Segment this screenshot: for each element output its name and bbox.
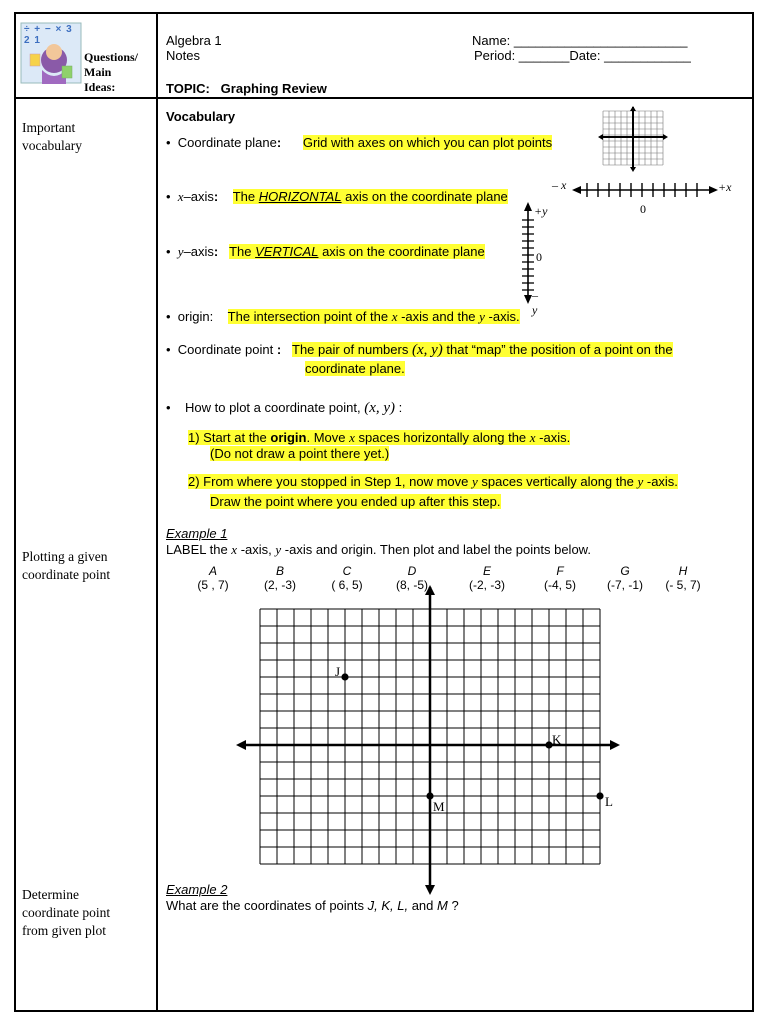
pos-x-label: +x — [718, 180, 732, 194]
q-1: What are the coordinates of points — [166, 898, 368, 913]
step1-bold: origin — [270, 430, 307, 445]
cpt-term: Coordinate point — [177, 342, 274, 357]
point-coords: (- 5, 7) — [665, 578, 701, 592]
x-axis-arrow-left — [236, 740, 246, 750]
cpt-def-2: that “map” the position of a point on the — [442, 342, 673, 357]
vocab-heading: Vocabulary — [166, 109, 236, 124]
step2-y2: y — [637, 474, 644, 489]
header-divider — [14, 97, 754, 99]
sidebar-plotting-2: coordinate point — [22, 567, 111, 582]
sidebar-plotting — [22, 548, 110, 584]
step1-d: -axis. — [535, 430, 571, 445]
point-coords: ( 6, 5) — [331, 578, 363, 592]
x-def-end: axis on the coordinate plane — [341, 189, 508, 204]
pos-y-label: +y — [534, 204, 548, 218]
point-coords: (5 , 7) — [197, 578, 229, 592]
step1-x: x — [349, 430, 355, 445]
step2-line1 — [188, 474, 678, 489]
point-label-l: L — [605, 794, 613, 809]
x-definition — [233, 189, 508, 204]
sidebar-determine-2: coordinate point — [22, 905, 111, 920]
mini-grid-icon — [598, 106, 668, 177]
frame-left — [14, 12, 16, 1012]
vocab-coordinate-point — [166, 339, 673, 361]
y-term-rest: –axis — [183, 244, 214, 259]
vocab-coordinate-plane — [166, 135, 552, 151]
step1-b: . Move — [306, 430, 350, 445]
step1-c: spaces horizontally along the — [354, 430, 530, 445]
x-number-line — [548, 176, 748, 225]
plotted-point-j — [341, 673, 348, 680]
y-def-end: axis on the coordinate plane — [318, 244, 485, 259]
x-axis-arrow-right — [610, 740, 620, 750]
zero-y-label: 0 — [536, 250, 542, 264]
point-label-j: J — [335, 664, 341, 679]
sidebar-important-1: Important — [22, 120, 76, 135]
origin-def-2: -axis and the — [397, 309, 480, 324]
col-label-questions: Questions/ — [84, 50, 139, 64]
cpt-colon: : — [276, 342, 282, 357]
howto-step1 — [188, 430, 570, 462]
bullet-icon: • — [166, 189, 178, 204]
point-coords: (2, -3) — [263, 578, 296, 592]
origin-def-1: The intersection point of the — [227, 309, 392, 324]
howto-intro-colon: : — [398, 400, 403, 415]
instr-3: -axis and origin. Then plot and label the points below. — [281, 542, 591, 557]
column-divider — [156, 12, 158, 1012]
example1-instructions — [166, 542, 591, 558]
y-definition — [229, 244, 485, 259]
instr-y: y — [275, 542, 282, 557]
point-coords: (-7, -1) — [607, 578, 643, 592]
point-label-m: M — [433, 799, 445, 814]
howto-intro — [166, 397, 402, 419]
frame-top — [14, 12, 754, 14]
cpt-def-pair: (x, y) — [411, 342, 443, 358]
bullet-icon: • — [166, 309, 178, 324]
topic-title: Graphing Review — [220, 81, 327, 96]
instr-x: x — [231, 542, 238, 557]
point-letter: A — [208, 564, 217, 578]
point-coords: (-2, -3) — [469, 578, 505, 592]
coordinate-grid-svg[interactable] — [236, 585, 620, 895]
coordinate-grid[interactable] — [236, 585, 620, 895]
vocab-origin — [166, 309, 520, 325]
step2-c: -axis. — [643, 474, 678, 489]
point-letter: F — [556, 564, 564, 578]
origin-def-x: x — [391, 309, 398, 324]
point-letter: C — [342, 564, 352, 578]
y-def-start: The — [229, 244, 256, 259]
cp-definition: Grid with axes on which you can plot points — [302, 135, 553, 150]
q-points: J, K, L, — [367, 898, 409, 913]
notes-subtitle: Notes — [166, 48, 200, 63]
point-coords: (-4, 5) — [543, 578, 576, 592]
zero-x-label: 0 — [640, 202, 646, 216]
bullet-icon: • — [166, 244, 178, 259]
step1-a: 1) Start at the — [188, 430, 271, 445]
x-def-emphasis: HORIZONTAL — [258, 189, 342, 204]
frame-bottom — [14, 1010, 754, 1012]
x-term-var: x — [177, 189, 184, 204]
sidebar-important-2: vocabulary — [22, 138, 82, 153]
neg-x-label: – x — [552, 178, 567, 192]
y-def-emphasis: VERTICAL — [255, 244, 319, 259]
logo-symbols: ÷ + − × 3 2 1 — [24, 24, 73, 46]
example1-title: Example 1 — [166, 526, 228, 541]
point-label-k: K — [552, 732, 562, 747]
vocab-y-axis: • y–axis: The VERTICAL axis on the coordinate plane — [166, 244, 485, 259]
name-line: Name: ________________________ — [472, 33, 688, 48]
instr-2: -axis, — [237, 542, 276, 557]
point-letter: H — [678, 564, 688, 578]
origin-def-y: y — [479, 309, 485, 324]
cpt-definition-line1 — [292, 342, 673, 357]
howto-intro-text: How to plot a coordinate point, — [185, 400, 365, 415]
topic-prefix: TOPIC: — [166, 81, 210, 96]
x-term-rest: –axis — [183, 189, 214, 204]
q-2: and — [408, 898, 438, 913]
cp-term: Coordinate plane — [177, 135, 277, 150]
period-date-line: Period: _______Date: ____________ — [474, 48, 691, 63]
plotted-point-l — [596, 792, 603, 799]
point-letter: B — [275, 564, 284, 578]
cpt-definition-line2 — [305, 361, 405, 377]
y-axis-arrow-down — [425, 885, 435, 895]
point-coords: (8, -5) — [395, 578, 428, 592]
howto-intro-pair: (x, y) — [364, 400, 396, 416]
topic-line — [166, 81, 327, 97]
math-logo — [20, 22, 82, 84]
q-m: M — [437, 898, 448, 913]
howto-step2 — [188, 472, 678, 512]
example2-title: Example 2 — [166, 882, 228, 897]
cpt-def-3: coordinate plane. — [305, 361, 405, 376]
sidebar-important — [22, 119, 82, 155]
vocab-x-axis: • x–axis: The HORIZONTAL axis on the coordinate plane — [166, 189, 508, 204]
mini-grid-svg — [598, 106, 668, 172]
x-def-start: The — [232, 189, 259, 204]
sidebar-determine-3: from given plot — [22, 923, 106, 938]
sidebar-determine — [22, 886, 110, 940]
frame-right — [752, 12, 754, 1012]
col-label-main: Main — [84, 65, 112, 79]
y-number-line — [518, 200, 548, 317]
step1-line1 — [188, 430, 570, 445]
origin-definition — [228, 309, 520, 324]
y-axis-arrow-up — [425, 585, 435, 595]
sidebar-plotting-1: Plotting a given — [22, 549, 108, 564]
example2-question — [166, 898, 459, 914]
cp-colon: : — [276, 135, 282, 150]
point-letter: D — [407, 564, 417, 578]
step1-x2: x — [529, 430, 536, 445]
instr-1: LABEL the — [166, 542, 232, 557]
y-term-var: y — [177, 244, 184, 259]
point-H — [648, 564, 718, 592]
step2-b: spaces vertically along the — [477, 474, 638, 489]
point-letter: G — [620, 564, 630, 578]
origin-def-3: -axis. — [484, 309, 520, 324]
bullet-icon: • — [166, 400, 185, 415]
bullet-icon: • — [166, 135, 178, 150]
sidebar-determine-1: Determine — [22, 887, 79, 902]
neg-y-label: – y — [532, 288, 538, 317]
step2-a: 2) From where you stopped in Step 1, now move — [188, 474, 472, 489]
col-label-ideas: Ideas: — [84, 80, 116, 94]
course-title: Algebra 1 — [166, 33, 222, 48]
step1-line2: (Do not draw a point there yet.) — [210, 446, 390, 461]
step2-line2: Draw the point where you ended up after this step. — [210, 494, 501, 509]
point-letter: E — [482, 564, 491, 578]
q-3: ? — [447, 898, 459, 913]
step2-y: y — [471, 474, 478, 489]
col-label — [84, 50, 138, 95]
bullet-icon: • — [166, 342, 178, 357]
cpt-def-1: The pair of numbers — [292, 342, 412, 357]
origin-term: origin: — [177, 309, 214, 324]
